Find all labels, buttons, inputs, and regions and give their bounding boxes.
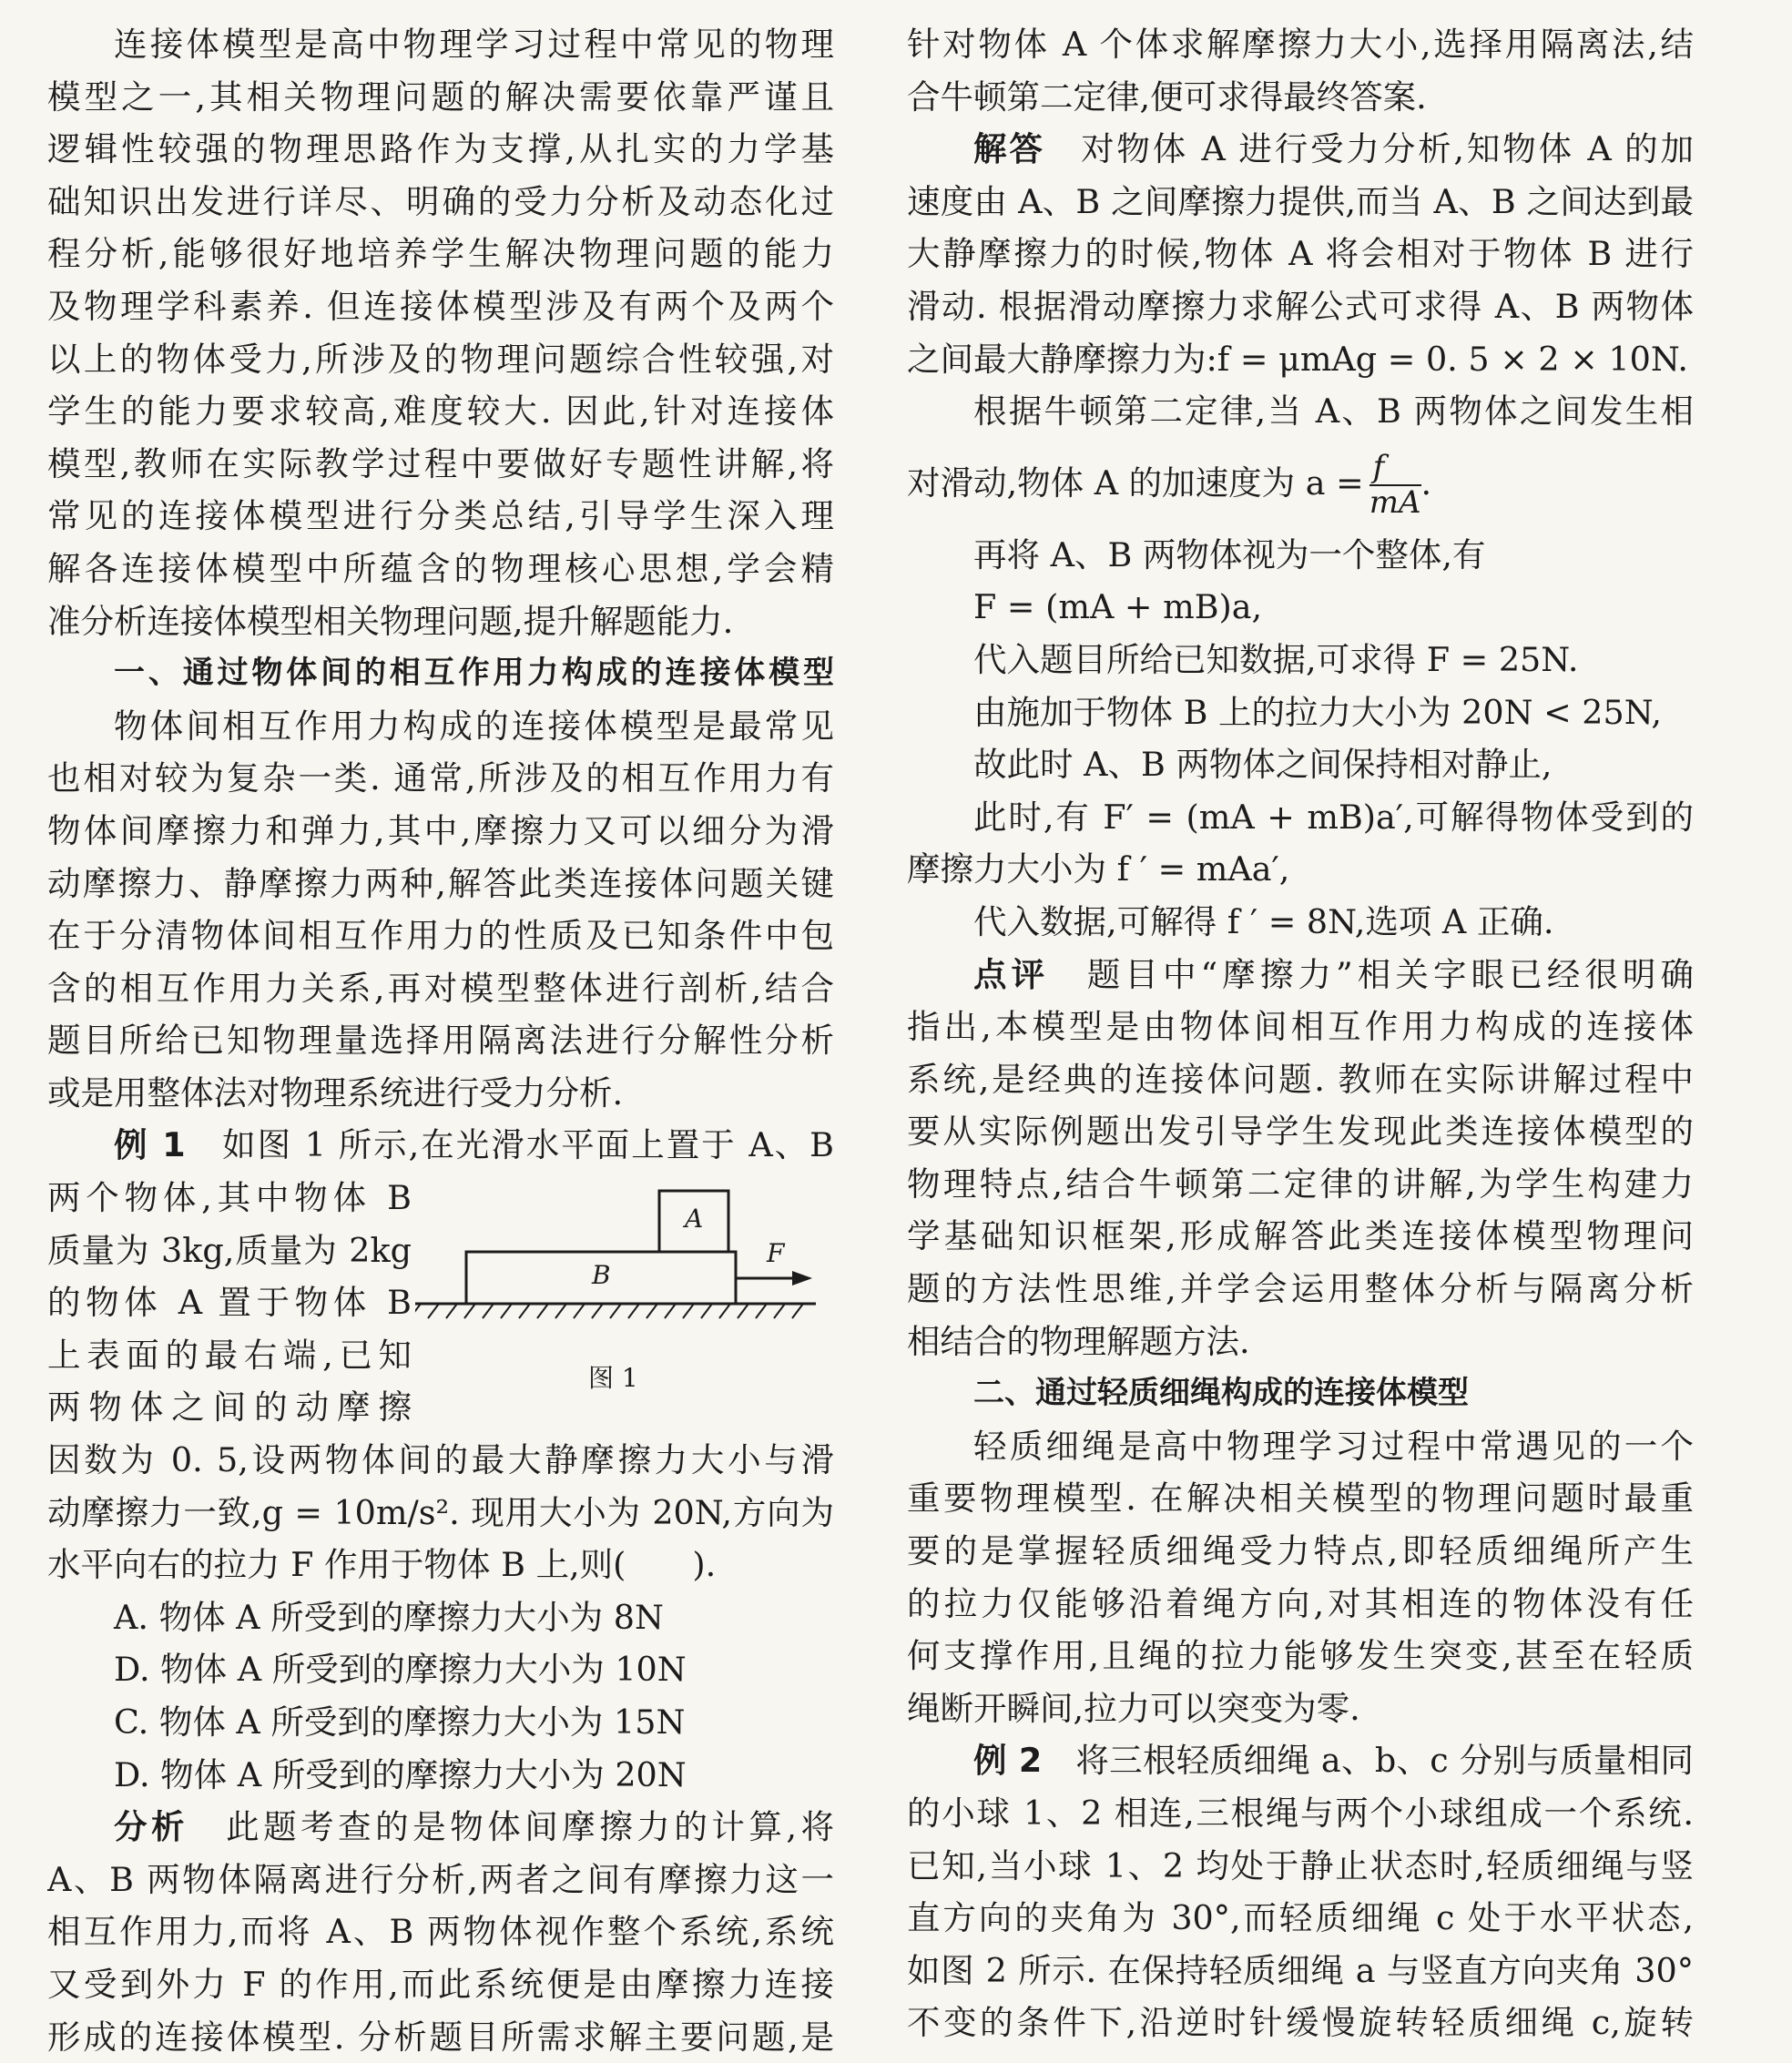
text-line: 程分析,能够很好地培养学生解决物理问题的能力 <box>47 234 834 274</box>
example-2-label: 例 2 <box>973 1741 1043 1781</box>
text-line: 动摩擦力、静摩擦力两种,解答此类连接体问题关键 <box>47 863 834 903</box>
text-line: 学基础知识框架,形成解答此类连接体模型物理问 <box>907 1216 1694 1256</box>
text-line: 物体间摩擦力和弹力,其中,摩擦力又可以细分为滑 <box>47 810 834 850</box>
answer-text: 对物体 A 进行受力分析,知物体 A 的加 <box>1081 129 1694 169</box>
text-line: 形成的连接体模型. 分析题目所需求解主要问题,是 <box>47 2017 834 2057</box>
text-line: 两个物体,其中物体 B <box>47 1178 412 1218</box>
text-line: 两物体之间的动摩擦 <box>47 1387 412 1428</box>
text-line: 及物理学科素养. 但连接体模型涉及有两个及两个 <box>47 286 834 326</box>
force-arrow-head <box>792 1271 812 1286</box>
example-2-line <box>907 1734 1694 1787</box>
text-line: 再将 A、B 两物体视为一个整体,有 <box>973 534 1486 574</box>
text-line: 根据牛顿第二定律,当 A、B 两物体之间发生相 <box>973 391 1694 432</box>
figure-label-b: B <box>592 1260 611 1290</box>
text-line: 之间最大静摩擦力为:f = μmAg = 0. 5 × 2 × 10N. <box>907 339 1689 379</box>
text-line: 已知,当小球 1、2 均处于静止状态时,轻质细绳与竖 <box>907 1845 1694 1885</box>
ground-hatching <box>415 1304 803 1318</box>
section-heading-1: 一、通过物体间的相互作用力构成的连接体模型 <box>114 655 834 692</box>
equation-line: F = (mA + mB)a, <box>973 587 1263 627</box>
text-line: 常见的连接体模型进行分类总结,引导学生深入理 <box>47 496 834 536</box>
text-line: 模型,教师在实际教学过程中要做好专题性讲解,将 <box>47 443 834 483</box>
text-line: 物理特点,结合牛顿第二定律的讲解,为学生构建力 <box>907 1164 1694 1204</box>
text-line: 在于分清物体间相互作用力的性质及已知条件中包 <box>47 916 834 956</box>
text-line: 题的方法性思维,并学会运用整体分析与隔离分析 <box>907 1269 1694 1309</box>
example-2-text: 将三根轻质细绳 a、b、c 分别与质量相同 <box>1075 1741 1694 1781</box>
fraction <box>1369 448 1421 522</box>
acceleration-text: 对滑动,物体 A 的加速度为 a = <box>907 462 1364 503</box>
text-line: 针对物体 A 个体求解摩擦力大小,选择用隔离法,结 <box>907 25 1694 64</box>
figure-1 <box>415 1162 816 1398</box>
text-line: 题目所给已知物理量选择用隔离法进行分解性分析 <box>47 1021 834 1061</box>
text-line: 质量为 3kg,质量为 2kg <box>47 1230 412 1270</box>
text-line: 大静摩擦力的时候,物体 A 将会相对于物体 B 进行 <box>907 234 1694 274</box>
acceleration-line <box>907 438 1694 529</box>
text-line: 直方向的夹角为 30°,而轻质细绳 c 处于水平状态, <box>907 1898 1694 1938</box>
text-line: 的小球 1、2 相连,三根绳与两个小球组成一个系统. <box>907 1794 1694 1833</box>
text-line: 代入数据,可解得 f ′ = 8N,选项 A 正确. <box>973 901 1554 941</box>
text-line: 的拉力仅能够沿着绳方向,对其相连的物体没有任 <box>907 1583 1694 1623</box>
text-line: 也相对较为复杂一类. 通常,所涉及的相互作用力有 <box>47 758 834 798</box>
text-line: 逻辑性较强的物理思路作为支撑,从扎实的力学基 <box>47 129 834 169</box>
text-line: 如图 2 所示. 在保持轻质细绳 a 与竖直方向夹角 30° <box>907 1950 1694 1990</box>
text-line: 因数为 0. 5,设两物体间的最大静摩擦力大小与滑 <box>47 1440 834 1480</box>
figure-1-caption: 图 1 <box>588 1363 638 1393</box>
text-line: 含的相互作用力关系,再对模型整体进行剖析,结合 <box>47 968 834 1008</box>
comment-label: 点评 <box>973 954 1050 994</box>
text-line: 何支撑作用,且绳的拉力能够发生突变,甚至在轻质 <box>907 1636 1694 1676</box>
text-line: 模型之一,其相关物理问题的解决需要依靠严谨且 <box>47 76 834 117</box>
comment-text: 题目中“摩擦力”相关字眼已经很明确 <box>1086 954 1694 994</box>
text-line: 不变的条件下,沿逆时针缓慢旋转轻质细绳 c,旋转 <box>907 2003 1694 2043</box>
text-line: 连接体模型是高中物理学习过程中常见的物理 <box>114 25 834 64</box>
text-line: 物体间相互作用力构成的连接体模型是最常见 <box>114 706 834 746</box>
comment-line <box>907 949 1694 1001</box>
text-line: 此时,有 F′ = (mA + mB)a′,可解得物体受到的 <box>973 797 1694 837</box>
text-line: 合牛顿第二定律,便可求得最终答案. <box>907 76 1427 117</box>
text-line: 要的是掌握轻质细绳受力特点,即轻质细绳所产生 <box>907 1531 1694 1571</box>
text-line: 指出,本模型是由物体间相互作用力构成的连接体 <box>907 1007 1694 1047</box>
text-line: 水平向右的拉力 F 作用于物体 B 上,则( ). <box>47 1545 717 1585</box>
text-line: 故此时 A、B 两物体之间保持相对静止, <box>973 745 1553 785</box>
text-line: 解各连接体模型中所蕴含的物理核心思想,学会精 <box>47 548 834 588</box>
text-line: 代入题目所给已知数据,可求得 F = 25N. <box>973 639 1579 679</box>
text-line: 摩擦力大小为 f ′ = mAa′, <box>907 849 1290 889</box>
analysis-text: 此题考查的是物体间摩擦力的计算,将 <box>226 1807 834 1847</box>
section-heading-2: 二、通过轻质细绳构成的连接体模型 <box>973 1375 1469 1412</box>
option-a: A. 物体 A 所受到的摩擦力大小为 8N <box>114 1597 664 1637</box>
text-line: 础知识出发进行详尽、明确的受力分析及动态化过 <box>47 181 834 221</box>
text-line: A、B 两物体隔离进行分析,两者之间有摩擦力这一 <box>47 1859 834 1899</box>
text-line: 或是用整体法对物理系统进行受力分析. <box>47 1072 624 1113</box>
text-line: 绳断开瞬间,拉力可以突变为零. <box>907 1688 1360 1728</box>
figure-1-drawing <box>415 1162 816 1344</box>
figure-label-a: A <box>685 1204 704 1234</box>
text-line: 学生的能力要求较高,难度较大. 因此,针对连接体 <box>47 391 834 432</box>
text-line: 以上的物体受力,所涉及的物理问题综合性较强,对 <box>47 339 834 379</box>
answer-label: 解答 <box>973 129 1045 169</box>
text-line: 的物体 A 置于物体 B <box>47 1283 412 1323</box>
text-line: 由施加于物体 B 上的拉力大小为 20N < 25N, <box>973 692 1662 732</box>
option-b: D. 物体 A 所受到的摩擦力大小为 10N <box>114 1650 687 1690</box>
acceleration-suffix: . <box>1420 462 1432 503</box>
analysis-line <box>47 1801 834 1854</box>
text-line: 准分析连接体模型相关物理问题,提升解题能力. <box>47 601 734 641</box>
text-line: 速度由 A、B 之间摩擦力提供,而当 A、B 之间达到最 <box>907 181 1694 221</box>
text-line: 轻质细绳是高中物理学习过程中常遇见的一个 <box>973 1426 1694 1466</box>
text-line: 又受到外力 F 的作用,而此系统便是由摩擦力连接 <box>47 1964 834 2004</box>
text-line: 要从实际例题出发引导学生发现此类连接体模型的 <box>907 1112 1694 1152</box>
text-line: 相结合的物理解题方法. <box>907 1321 1250 1361</box>
example-1-text: 如图 1 所示,在光滑水平面上置于 A、B <box>222 1125 834 1165</box>
text-line: 系统,是经典的连接体问题. 教师在实际讲解过程中 <box>907 1059 1694 1099</box>
left-column <box>47 18 834 2063</box>
text-line: 滑动. 根据滑动摩擦力求解公式可求得 A、B 两物体 <box>907 286 1694 326</box>
example-1-label: 例 1 <box>114 1125 186 1165</box>
answer-line <box>907 123 1694 176</box>
text-line: 相互作用力,而将 A、B 两物体视作整个系统,系统 <box>47 1912 834 1952</box>
analysis-label: 分析 <box>114 1807 189 1847</box>
text-line: 动摩擦力一致,g = 10m/s². 现用大小为 20N,方向为 <box>47 1492 834 1532</box>
option-d: D. 物体 A 所受到的摩擦力大小为 20N <box>114 1754 687 1794</box>
text-line: 重要物理模型. 在解决相关模型的物理问题时最重 <box>907 1479 1694 1519</box>
right-column <box>907 18 1694 2049</box>
text-line: 上表面的最右端,已知 <box>47 1335 412 1375</box>
figure-label-f: F <box>767 1238 785 1268</box>
fraction-denominator: mA <box>1369 484 1421 522</box>
fraction-numerator: f <box>1369 451 1421 486</box>
option-c: C. 物体 A 所受到的摩擦力大小为 15N <box>114 1702 686 1742</box>
